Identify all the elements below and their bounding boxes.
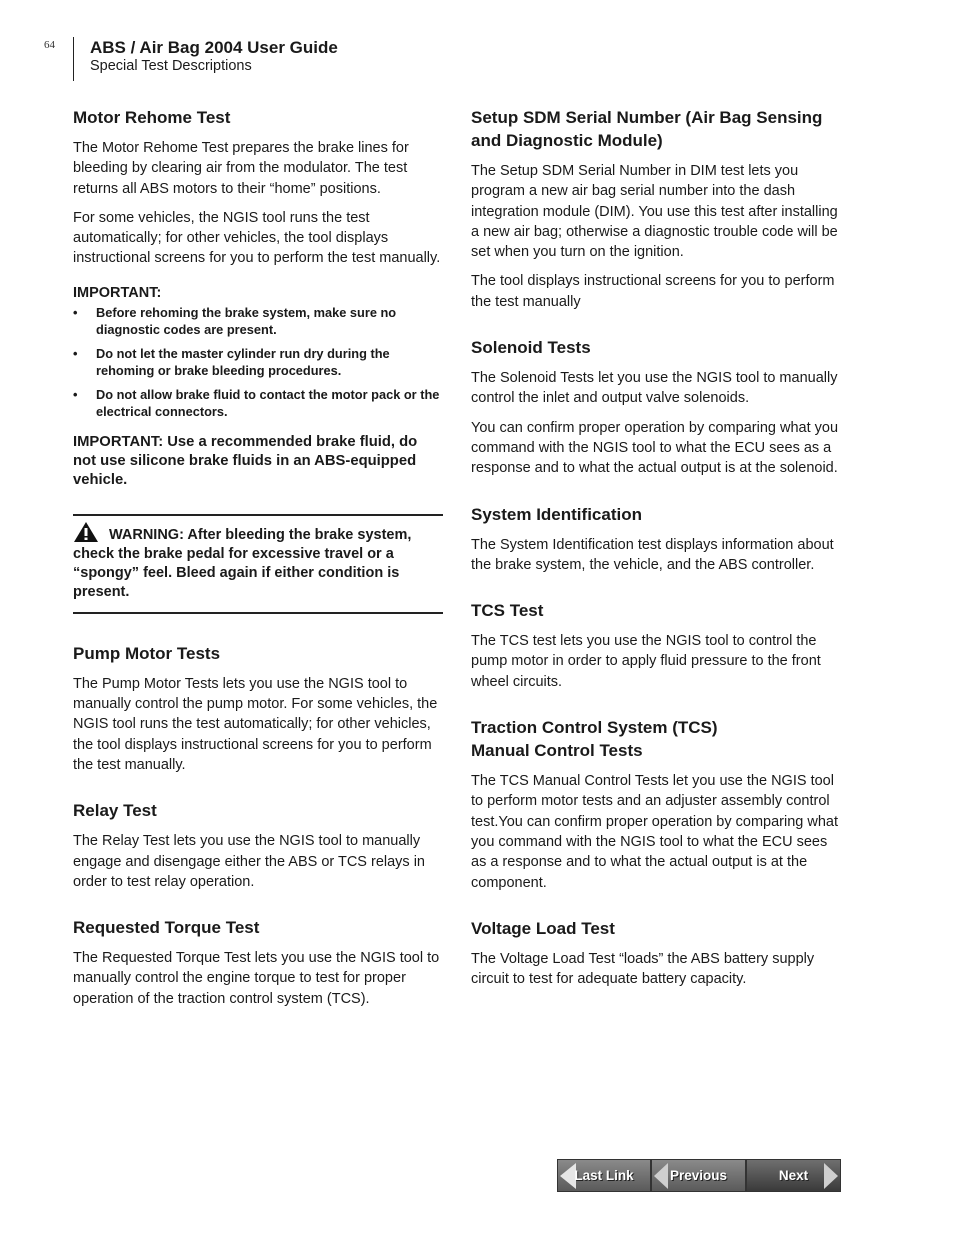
page-header <box>90 38 338 75</box>
bullet: • <box>73 304 78 320</box>
motor-rehome-paragraph-2: For some vehicles, the NGIS tool runs the test automatically; for other vehicles, the tool displays instructional screens for you to perform the test manually. <box>73 209 441 267</box>
section-subtitle: Special Test Descriptions <box>90 58 252 74</box>
important-item: • Do not let the master cylinder run dry during the rehoming or brake bleeding procedures. <box>73 345 390 378</box>
sdm-section <box>471 106 843 312</box>
bullet: • <box>73 386 78 402</box>
requested-torque-heading: Requested Torque Test <box>73 918 260 938</box>
arrow-left-icon <box>654 1163 668 1189</box>
system-id-paragraph: The System Identification test displays information about the brake system, the vehicle, and the ABS controller. <box>471 536 834 573</box>
warning-triangle-icon <box>73 521 99 543</box>
voltage-load-heading: Voltage Load Test <box>471 918 615 938</box>
solenoid-section <box>471 336 843 478</box>
important-item: • Do not allow brake fluid to contact the motor pack or the electrical connectors. <box>73 386 440 419</box>
voltage-load-paragraph: The Voltage Load Test “loads” the ABS battery supply circuit to test for adequate battery capacity. <box>471 950 815 988</box>
tcs-heading: TCS Test <box>471 601 544 621</box>
last-link-button[interactable]: Last Link <box>557 1159 651 1192</box>
right-column <box>471 106 843 1013</box>
tcs-section <box>471 599 843 692</box>
sdm-paragraph-1: The Setup SDM Serial Number in DIM test lets you program a new air bag serial number into the dash integration module (DIM). You use this test after installing a new air bag; otherwise a diagnostic trouble code will be set when you turn on the ignition. <box>471 163 838 261</box>
system-id-heading: System Identification <box>471 504 642 524</box>
warning-box <box>73 514 443 614</box>
system-id-section <box>471 503 843 576</box>
tcs-paragraph: The TCS test lets you use the NGIS tool to control the pump motor in order to apply fluid pressure to the front wheel circuits. <box>471 633 821 690</box>
motor-rehome-section <box>73 106 443 614</box>
solenoid-heading: Solenoid Tests <box>471 338 591 358</box>
warning-text: WARNING: After bleeding the brake system, check the brake pedal for excessive travel or a “spongy” feel. Bleed again if either condition is present. <box>73 526 412 600</box>
solenoid-paragraph-1: The Solenoid Tests let you use the NGIS tool to manually control the inlet and output valve solenoids. <box>471 370 838 407</box>
page-number: 64 <box>44 39 55 51</box>
relay-section <box>73 799 443 892</box>
previous-button[interactable]: Previous <box>651 1159 746 1192</box>
bullet: • <box>73 345 78 361</box>
voltage-load-section <box>471 917 843 990</box>
page-navigation <box>557 1159 841 1192</box>
brake-fluid-note: IMPORTANT: Use a recommended brake fluid, do not use silicone brake fluids in an ABS-equipped vehicle. <box>73 433 418 488</box>
important-label: IMPORTANT: <box>73 284 162 301</box>
tcs-manual-section <box>471 716 843 893</box>
solenoid-paragraph-2: You can confirm proper operation by comparing what you command with the NGIS tool to what the ECU sees as a response and to what the actual output is at the solenoid. <box>471 419 839 477</box>
pump-motor-heading: Pump Motor Tests <box>73 643 221 663</box>
sdm-heading: Setup SDM Serial Number (Air Bag Sensing and Diagnostic Module) <box>471 108 823 150</box>
document-title: ABS / Air Bag 2004 User Guide <box>90 38 338 57</box>
pump-motor-section <box>73 642 443 775</box>
important-list <box>73 304 443 420</box>
requested-torque-section <box>73 916 443 1009</box>
tcs-manual-paragraph: The TCS Manual Control Tests let you use the NGIS tool to perform motor tests and an adjuster assembly control test.You can confirm proper operation by comparing what you command with the NGIS tool to what the ECU sees as a response and to what the actual output is at the component. <box>471 773 839 891</box>
important-item: • Before rehoming the brake system, make sure no diagnostic codes are present. <box>73 304 397 337</box>
header-divider <box>73 37 74 81</box>
arrow-right-icon <box>824 1163 838 1189</box>
motor-rehome-paragraph-1: The Motor Rehome Test prepares the brake lines for bleeding by clearing air from the modulator. The test returns all ABS motors to their “home” positions. <box>73 140 409 197</box>
left-column <box>73 106 443 1033</box>
relay-heading: Relay Test <box>73 801 157 821</box>
pump-motor-paragraph: The Pump Motor Tests lets you use the NGIS tool to manually control the pump motor. For some vehicles, the NGIS tool runs the test automatically; for other vehicles, the tool displays instructional screens for you to perform the test manually. <box>73 675 438 773</box>
sdm-paragraph-2: The tool displays instructional screens for you to perform the test manually <box>471 273 835 310</box>
relay-paragraph: The Relay Test lets you use the NGIS tool to manually engage and disengage either the ABS or TCS relays in order to test relay operation. <box>73 833 425 890</box>
tcs-manual-heading: Traction Control System (TCS) Manual Control Tests <box>471 718 718 761</box>
next-button[interactable]: Next <box>746 1159 841 1192</box>
motor-rehome-heading: Motor Rehome Test <box>73 108 231 127</box>
requested-torque-paragraph: The Requested Torque Test lets you use the NGIS tool to manually control the engine torque to test for proper operation of the traction control system (TCS). <box>73 950 440 1007</box>
